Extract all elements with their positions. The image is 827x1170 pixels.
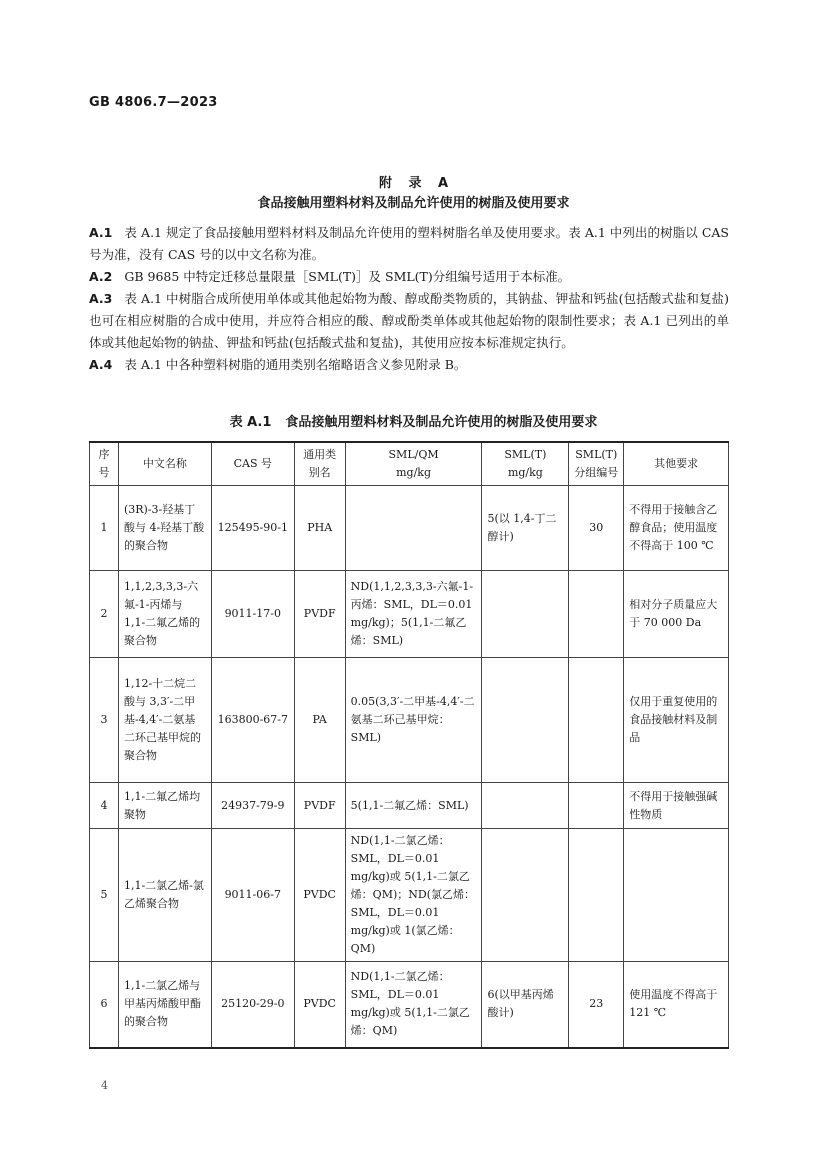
- cell-other: 使用温度不得高于 121 ℃: [624, 962, 729, 1048]
- header-sml-qm-label: SML/QM: [388, 448, 439, 461]
- cell-name: 1,1-二氟乙烯均聚物: [118, 783, 211, 829]
- cell-seq: 6: [90, 962, 119, 1048]
- clause-number: A.4: [89, 357, 113, 372]
- cell-seq: 4: [90, 783, 119, 829]
- cell-group: [569, 658, 624, 783]
- cell-sml-t: [482, 571, 569, 658]
- cell-sml-qm: 5(1,1-二氟乙烯：SML): [345, 783, 482, 829]
- table-row: [90, 829, 729, 962]
- cell-group: [569, 783, 624, 829]
- table-row: [90, 783, 729, 829]
- cell-other: [624, 829, 729, 962]
- cell-category: PVDF: [294, 571, 345, 658]
- cell-seq: 1: [90, 486, 119, 571]
- clause-a4: [89, 354, 729, 376]
- cell-seq: 5: [90, 829, 119, 962]
- cell-category: PA: [294, 658, 345, 783]
- cell-sml-t: [482, 658, 569, 783]
- cell-group: [569, 829, 624, 962]
- clause-number: A.3: [89, 291, 113, 306]
- clause-a2: [89, 266, 729, 288]
- clause-text: 表 A.1 中各种塑料树脂的通用类别名缩略语含义参见附录 B。: [124, 357, 467, 372]
- annex-label: 附 录 A: [378, 176, 449, 191]
- cell-other: 相对分子质量应大于 70 000 Da: [624, 571, 729, 658]
- table-caption: [0, 411, 827, 430]
- header-sml-qm-unit: mg/kg: [396, 466, 432, 479]
- cell-seq: 3: [90, 658, 119, 783]
- table-caption-title: 食品接触用塑料材料及制品允许使用的树脂及使用要求: [285, 415, 598, 430]
- cell-sml-t: [482, 783, 569, 829]
- cell-other: 不得用于接触含乙醇食品；使用温度不得高于 100 ℃: [624, 486, 729, 571]
- cell-category: PVDC: [294, 962, 345, 1048]
- cell-seq: 2: [90, 571, 119, 658]
- table-row: [90, 658, 729, 783]
- cell-category: PVDF: [294, 783, 345, 829]
- cell-other: 不得用于接触强碱性物质: [624, 783, 729, 829]
- cell-name: 1,1-二氯乙烯与甲基丙烯酸甲酯的聚合物: [118, 962, 211, 1048]
- cell-name: 1,12-十二烷二酸与 3,3′-二甲基-4,4′-二氨基二环己基甲烷的聚合物: [118, 658, 211, 783]
- cell-cas: 9011-06-7: [211, 829, 294, 962]
- cell-group: 30: [569, 486, 624, 571]
- resin-table: [89, 441, 729, 1049]
- clause-a1: [89, 222, 729, 266]
- table-row: [90, 486, 729, 571]
- cell-category: PVDC: [294, 829, 345, 962]
- header-sml-t-label: SML(T): [504, 448, 547, 461]
- cell-name: (3R)-3-羟基丁酸与 4-羟基丁酸的聚合物: [118, 486, 211, 571]
- cell-cas: 25120-29-0: [211, 962, 294, 1048]
- clause-number: A.1: [89, 225, 113, 240]
- page-number: 4: [101, 1079, 108, 1092]
- cell-sml-qm: 0.05(3,3′-二甲基-4,4′-二氨基二环己基甲烷：SML): [345, 658, 482, 783]
- cell-cas: 24937-79-9: [211, 783, 294, 829]
- header-other: 其他要求: [624, 442, 729, 486]
- header-cas: CAS 号: [211, 442, 294, 486]
- cell-sml-t: [482, 829, 569, 962]
- clause-text: GB 9685 中特定迁移总量限量［SML(T)］及 SML(T)分组编号适用于本标准。: [124, 269, 571, 284]
- table-row: [90, 962, 729, 1048]
- clause-text: 表 A.1 中树脂合成所使用单体或其他起始物为酸、醇或酚类物质的，其钠盐、钾盐和钙盐(包括酸式盐和复盐)也可在相应树脂的合成中使用，并应符合相应的酸、醇或酚类单体或其他起始物的限制性要求；表 A.1 已列出的单体或其他起始物的钠盐、钾盐和钙盐(包括酸式盐和复盐)，其使用应按本标准规定执行。: [89, 291, 729, 350]
- cell-sml-qm: ND(1,1,2,3,3,3-六氟-1-丙烯：SML，DL＝0.01 mg/kg)；5(1,1-二氟乙烯：SML): [345, 571, 482, 658]
- standard-id: GB 4806.7—2023: [89, 95, 218, 110]
- table-row: [90, 571, 729, 658]
- header-category: 通用类别名: [294, 442, 345, 486]
- cell-category: PHA: [294, 486, 345, 571]
- clause-text: 表 A.1 规定了食品接触用塑料材料及制品允许使用的塑料树脂名单及使用要求。表 A.1 中列出的树脂以 CAS 号为准，没有 CAS 号的以中文名称为准。: [89, 225, 729, 262]
- clause-number: A.2: [89, 269, 113, 284]
- table-header-row: [90, 442, 729, 486]
- cell-sml-qm: ND(1,1-二氯乙烯：SML，DL＝0.01 mg/kg)或 5(1,1-二氯乙烯：QM): [345, 962, 482, 1048]
- header-sml-t-unit: mg/kg: [507, 466, 543, 479]
- clauses: [89, 222, 729, 376]
- header-name: 中文名称: [118, 442, 211, 486]
- cell-sml-t: 6(以甲基丙烯酸计): [482, 962, 569, 1048]
- annex-title: 食品接触用塑料材料及制品允许使用的树脂及使用要求: [257, 196, 570, 211]
- cell-sml-t: 5(以 1,4-丁二醇计): [482, 486, 569, 571]
- cell-sml-qm: [345, 486, 482, 571]
- cell-cas: 9011-17-0: [211, 571, 294, 658]
- cell-group: [569, 571, 624, 658]
- header-sml-qm: [345, 442, 482, 486]
- cell-other: 仅用于重复使用的食品接触材料及制品: [624, 658, 729, 783]
- cell-name: 1,1-二氯乙烯-氯乙烯聚合物: [118, 829, 211, 962]
- cell-name: 1,1,2,3,3,3-六氟-1-丙烯与 1,1-二氟乙烯的聚合物: [118, 571, 211, 658]
- clause-a3: [89, 288, 729, 354]
- table-caption-number: 表 A.1: [229, 415, 272, 430]
- cell-group: 23: [569, 962, 624, 1048]
- header-sml-t: [482, 442, 569, 486]
- cell-cas: 125495-90-1: [211, 486, 294, 571]
- cell-cas: 163800-67-7: [211, 658, 294, 783]
- header-sml-t-group: SML(T)分组编号: [569, 442, 624, 486]
- cell-sml-qm: ND(1,1-二氯乙烯：SML，DL＝0.01 mg/kg)或 5(1,1-二氯乙烯：QM)；ND(氯乙烯：SML，DL＝0.01 mg/kg)或 1(氯乙烯：QM): [345, 829, 482, 962]
- header-seq: 序号: [90, 442, 119, 486]
